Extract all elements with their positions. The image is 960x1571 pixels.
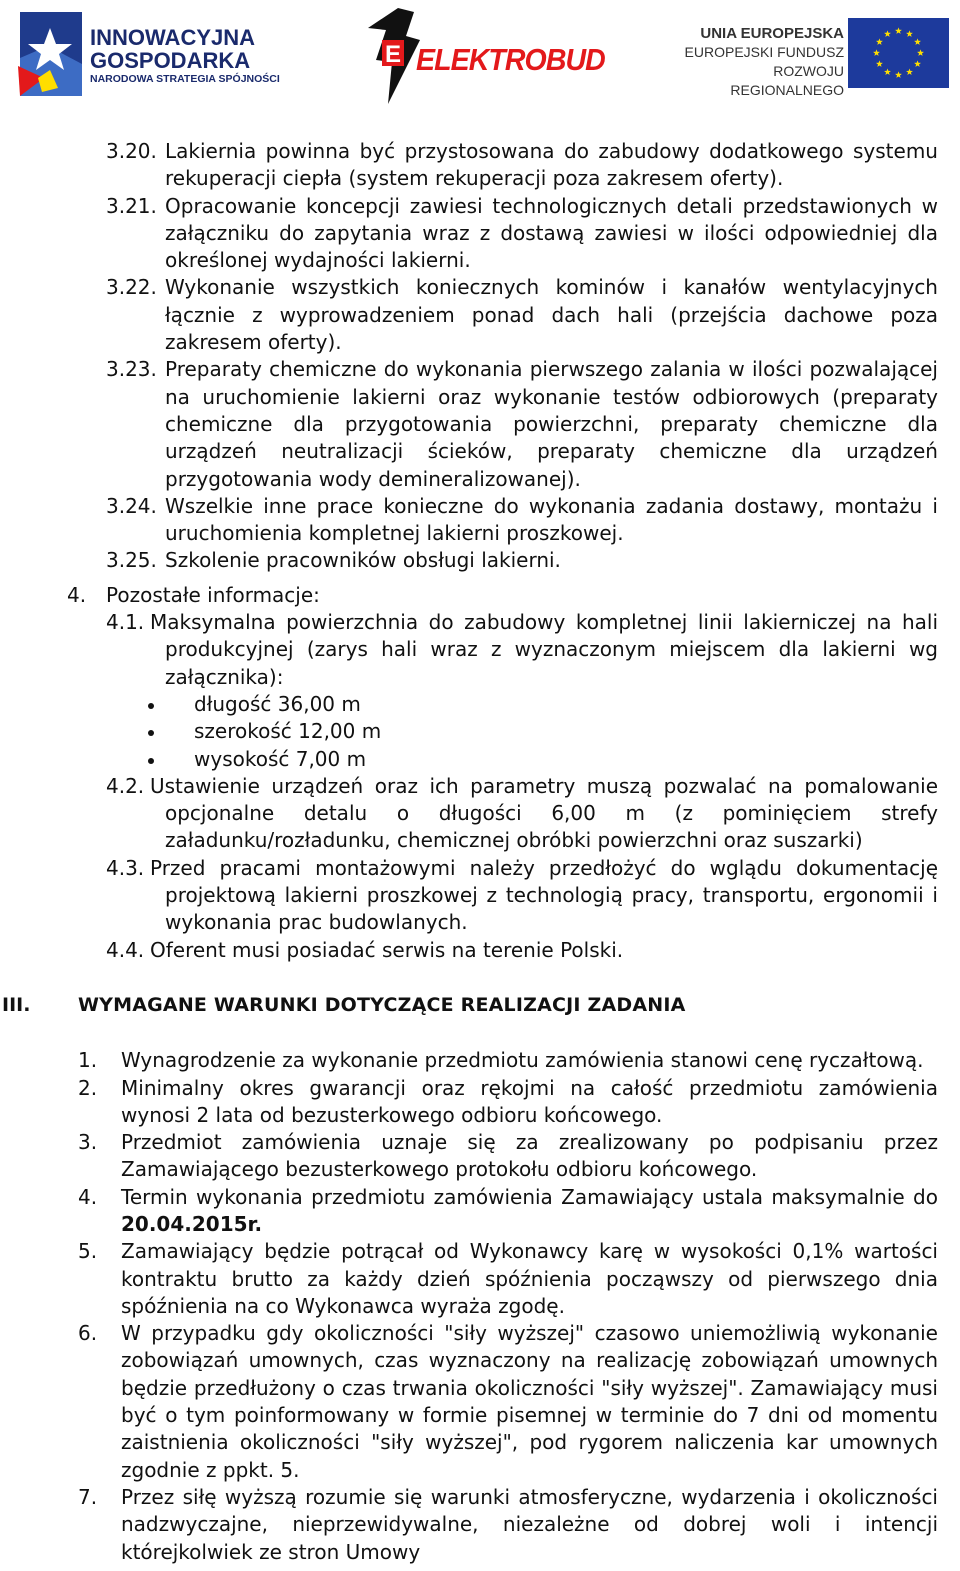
- bullet-text: wysokość 7,00 m: [194, 746, 367, 771]
- list-item: [0, 1075, 960, 1130]
- list-item: [0, 1484, 960, 1566]
- item-text: Przez siłę wyższą rozumie się warunki atmosferyczne, wydarzenia i okoliczności nadzwyczajne, nieprzewidywalne, niezależne od dobrej woli i intencji którejkolwiek ze stron Umowy: [121, 1484, 938, 1564]
- item-text: Wykonanie wszystkich koniecznych kominów i kanałów wentylacyjnych łącznie z wyprowadzeniem ponad dach hali (przejścia dachowe poza zakresem oferty).: [165, 275, 938, 355]
- item-number: 1.: [78, 1048, 98, 1073]
- list-item: [0, 1238, 960, 1320]
- bullet-text: długość 36,00 m: [194, 691, 361, 716]
- bullet-icon: [148, 703, 154, 709]
- section-number: 4.: [67, 582, 87, 607]
- list-item: [0, 1047, 960, 1074]
- bullet-item: [0, 746, 960, 773]
- item-number: 3.25.: [106, 548, 157, 573]
- item-number: 5.: [78, 1239, 98, 1264]
- list-item: [0, 193, 960, 275]
- item-number: 4.: [78, 1184, 98, 1209]
- bullet-item: [0, 691, 960, 718]
- item-text: Wynagrodzenie za wykonanie przedmiotu zamówienia stanowi cenę ryczałtową.: [121, 1048, 924, 1073]
- bullet-icon: [148, 730, 154, 736]
- list-item: [0, 138, 960, 193]
- list-item: [0, 937, 960, 964]
- list-item: [0, 493, 960, 548]
- elektrobud-logo: [358, 6, 605, 106]
- list-item: [0, 274, 960, 356]
- item-text: Minimalny okres gwarancji oraz rękojmi na całość przedmiotu zamówienia wynosi 2 lata od bezusterkowego odbioru końcowego.: [121, 1075, 938, 1127]
- star-flag-icon: [14, 8, 94, 98]
- logo-left-line3: NARODOWA STRATEGIA SPÓJNOŚCI: [90, 73, 280, 85]
- section-iii-items: [0, 1047, 960, 1566]
- item-text: [121, 1184, 938, 1239]
- list-item: [0, 1320, 960, 1484]
- list-item: [0, 1129, 960, 1184]
- logo-center-text: ELEKTROBUD: [416, 42, 605, 77]
- item-number: 3.23.: [106, 357, 157, 382]
- logo-right-line3: ROZWOJU REGIONALNEGO: [730, 63, 844, 98]
- item-text: Przedmiot zamówienia uznaje się za zrealizowany po podpisaniu przez Zamawiającego bezusterkowego protokołu odbioru końcowego.: [121, 1130, 938, 1182]
- svg-text:E: E: [385, 41, 402, 68]
- item-number: 6.: [78, 1321, 98, 1346]
- item-number: 3.20.: [106, 139, 157, 163]
- bullet-text: szerokość 12,00 m: [194, 719, 382, 744]
- bullet-item: [0, 718, 960, 745]
- item-number: 7.: [78, 1484, 98, 1509]
- section-4: [0, 582, 960, 964]
- section-iii-heading: [0, 992, 960, 1019]
- item-text: Szkolenie pracowników obsługi lakierni.: [165, 548, 561, 573]
- eu-flag-icon: [848, 18, 949, 88]
- item-number: 2.: [78, 1075, 98, 1100]
- item-text: W przypadku gdy okoliczności "siły wyższej" czasowo uniemożliwią wykonanie zobowiązań umownych, czas wyznaczony na realizację zobowiązań umownych będzie przedłużony o czas trwania okoliczności "siły wyższej". Zamawiający musi być o tym poinformowany w formie pisemnej w terminie do 7 dni od momentu zaistnienia okoliczności "siły wyższej", pod rygorem naliczenia kar umownych zgodnie z ppkt. 5.: [121, 1321, 938, 1482]
- section-title: WYMAGANE WARUNKI DOTYCZĄCE REALIZACJI ZADANIA: [78, 993, 686, 1016]
- item-number: 3.24.: [106, 493, 157, 518]
- item-text: Lakiernia powinna być przystosowana do zabudowy dodatkowego systemu rekuperacji ciepła (system rekuperacji poza zakresem oferty).: [165, 139, 938, 191]
- item-number: 4.4.: [106, 937, 145, 962]
- deadline-date: 20.04.2015r.: [121, 1211, 263, 1236]
- list-item: [0, 773, 960, 855]
- item-number: 4.3.: [106, 855, 145, 880]
- item-text: Ustawienie urządzeń oraz ich parametry muszą pozwalać na pomalowanie opcjonalne detalu o długości 6,00 m (z pominięciem strefy załadunku/rozładunku, chemicznej obróbki powierzchni oraz suszarki): [150, 773, 938, 853]
- item-text-main: Termin wykonania przedmiotu zamówienia Zamawiający ustala maksymalnie do: [121, 1184, 938, 1209]
- list-item: [0, 1184, 960, 1239]
- bullet-icon: [148, 758, 154, 764]
- item-text: Maksymalna powierzchnia do zabudowy kompletnej linii lakierniczej na hali produkcyjnej (zarys hali wraz z wyznaczonym miejscem dla lakierni wg załącznika):: [150, 610, 938, 689]
- item-number: 3.: [78, 1130, 98, 1155]
- item-text: Opracowanie koncepcji zawiesi technologicznych detali przedstawionych w załączniku do zapytania wraz z dostawą zawiesi w ilości odpowiedniej dla określonej wydajności lakierni.: [165, 193, 938, 273]
- document-body: [0, 138, 960, 1566]
- list-item: [0, 547, 960, 574]
- item-text: Preparaty chemiczne do wykonania pierwszego zalania w ilości pozwalającej na uruchomienie lakierni oraz wykonanie testów odbiorowych (preparaty chemiczne dla przygotowania powierzchni, preparaty chemiczne dla urządzeń neutralizacji ścieków, preparaty chemiczne dla urządzeń przygotowania wody demineralizowanej).: [165, 357, 938, 491]
- list-item: [0, 356, 960, 492]
- logo-right-line1: UNIA EUROPEJSKA: [700, 25, 844, 42]
- item-text: Oferent musi posiadać serwis na terenie Polski.: [150, 937, 624, 962]
- logo-left-line1: INNOWACYJNA: [90, 25, 256, 50]
- innowacyjna-gospodarka-logo: [14, 8, 284, 98]
- item-text: Zamawiający będzie potrącał od Wykonawcy karę w wysokości 0,1% wartości kontraktu brutto za każdy dzień spóźnienia począwszy od pierwszego dnia spóźnienia na co Wykonawca wyraża zgodę.: [121, 1239, 938, 1318]
- page-header: [0, 0, 960, 110]
- list-item: [0, 609, 960, 691]
- logo-right-line2: EUROPEJSKI FUNDUSZ: [684, 44, 844, 60]
- item-text: Przed pracami montażowymi należy przedłożyć do wglądu dokumentację projektową lakierni proszkowej z technologią pracy, transportu, ergonomii i wykonania prac budowlanych.: [150, 855, 938, 935]
- item-number: 3.21.: [106, 193, 157, 218]
- section-roman-number: III.: [2, 993, 31, 1016]
- section-heading: [0, 582, 960, 609]
- item-number: 4.1.: [106, 610, 145, 635]
- eu-logo: [664, 18, 954, 98]
- item-number: 4.2.: [106, 773, 145, 798]
- logo-left-line2: GOSPODARKA: [90, 48, 251, 73]
- section-title: Pozostałe informacje:: [106, 582, 320, 607]
- list-item: [0, 855, 960, 937]
- item-number: 3.22.: [106, 275, 157, 300]
- item-text: Wszelkie inne prace konieczne do wykonania zadania dostawy, montażu i uruchomienia kompletnej lakierni proszkowej.: [165, 493, 938, 546]
- section-3-items: [0, 138, 960, 575]
